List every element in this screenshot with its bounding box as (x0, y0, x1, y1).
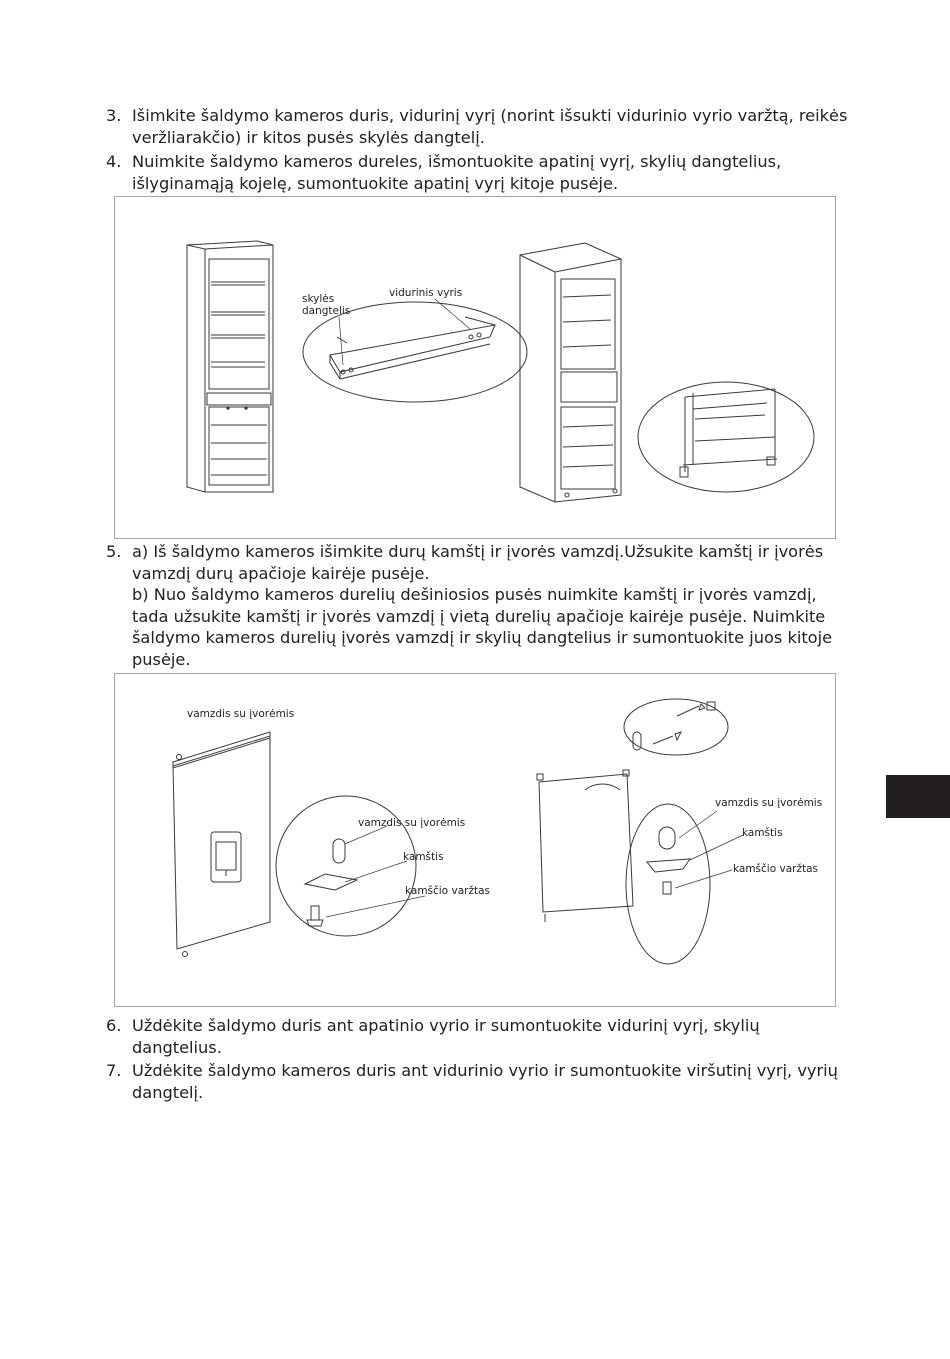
figure-refrigerator-hinge (114, 196, 836, 539)
plug-zoom-right (626, 804, 743, 964)
step-number: 5. (106, 542, 122, 561)
step-3 (106, 105, 848, 148)
step-number: 4. (106, 152, 122, 171)
step-6 (106, 1015, 848, 1058)
door-right-illustration (537, 770, 633, 922)
figure-1-illustration (115, 197, 837, 540)
label-right-plug: kamštis (742, 827, 783, 839)
label-left-zoom-plug: kamštis (403, 851, 444, 863)
step-text: Uždėkite šaldymo kameros duris ant vidurinio vyrio ir sumontuokite viršutinį vyrį, vyrių dangtelį. (132, 1061, 838, 1102)
step-5 (106, 541, 848, 670)
label-hole-cover-1: skylės (302, 293, 335, 305)
figure-door-plug (114, 673, 836, 1007)
fridge-open-illustration (187, 241, 273, 492)
step-text: Nuimkite šaldymo kameros dureles, išmontuokite apatinį vyrį, skylių dangtelius, išlyginamąją kojelę, sumontuokite apatinį vyrį kitoje pusėje. (132, 152, 782, 193)
door-left-illustration (173, 732, 270, 957)
label-left-tube: vamzdis su įvorėmis (187, 708, 295, 720)
label-left-zoom-tube: vamzdis su įvorėmis (358, 817, 466, 829)
label-hole-cover-2: dangtelis (302, 305, 351, 317)
step-4 (106, 151, 848, 194)
step-text-b: b) Nuo šaldymo kameros durelių dešiniosios pusės nuimkite kamštį ir įvorės vamzdį, tada užsukite kamštį ir įvorės vamzdį į vietą durelių apačioje kairėje pusėje. Nuimkite šaldymo kameros durelių įvorės vamzdį ir skylių dangtelius ir sumontuokite juos kitoje pusėje. (132, 585, 833, 669)
step-text: Išimkite šaldymo kameros duris, vidurinį vyrį (norint išsukti vidurinio vyrio varžtą, reikės veržliarakčio) ir kitos pusės skylės dangtelį. (132, 106, 848, 147)
step-number: 3. (106, 106, 122, 125)
bottom-hinge-zoom (638, 382, 814, 492)
label-right-screw: kamščio varžtas (733, 863, 818, 875)
label-middle-hinge: vidurinis vyris (389, 287, 463, 299)
step-text: Uždėkite šaldymo duris ant apatinio vyrio ir sumontuokite vidurinį vyrį, skylių dangtelius. (132, 1016, 760, 1057)
fridge-closed-illustration (520, 243, 621, 502)
section-tab-marker (886, 775, 950, 818)
step-text-a: a) Iš šaldymo kameros išimkite durų kamštį ir įvorės vamzdį.Užsukite kamštį ir įvorės vamzdį durų apačioje kairėje pusėje. (132, 542, 824, 583)
step-7 (106, 1060, 848, 1103)
step-number: 7. (106, 1061, 122, 1080)
label-left-zoom-screw: kamščio varžtas (405, 885, 490, 897)
figure-2-illustration (115, 674, 837, 1008)
small-parts-oval (624, 699, 728, 755)
step-number: 6. (106, 1016, 122, 1035)
label-right-tube: vamzdis su įvorėmis (715, 797, 823, 809)
